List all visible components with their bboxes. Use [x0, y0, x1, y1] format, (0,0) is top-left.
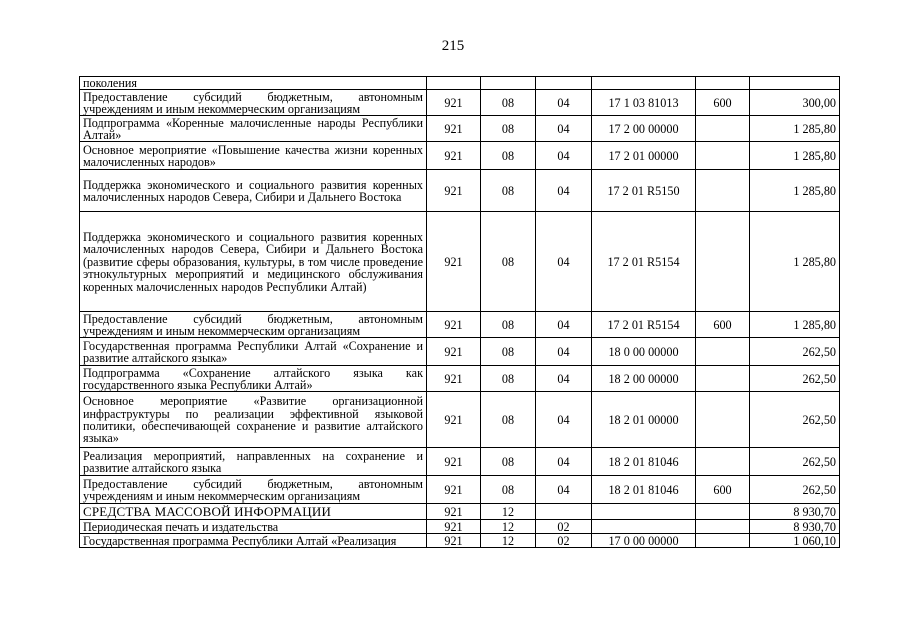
grbs-code-cell: 921: [427, 520, 481, 534]
table-row: [80, 504, 840, 520]
subsection-code-cell: 04: [536, 476, 592, 504]
expense-name-cell: Государственная программа Республики Алтай «Реализация: [80, 534, 427, 548]
expense-type-cell: [696, 366, 750, 392]
target-article-cell: 17 2 01 R5154: [592, 212, 696, 312]
section-code-cell: 08: [481, 338, 536, 366]
target-article-cell: 17 2 00 00000: [592, 116, 696, 142]
target-article-cell: 17 1 03 81013: [592, 90, 696, 116]
subsection-code-cell: 04: [536, 116, 592, 142]
target-article-cell: 17 2 01 R5150: [592, 170, 696, 212]
table-row: [80, 520, 840, 534]
amount-cell: 8 930,70: [750, 520, 840, 534]
expense-type-cell: [696, 116, 750, 142]
target-article-cell: 17 2 01 R5154: [592, 312, 696, 338]
grbs-code-cell: 921: [427, 448, 481, 476]
section-code-cell: 08: [481, 90, 536, 116]
amount-cell: 262,50: [750, 366, 840, 392]
expense-name-cell: СРЕДСТВА МАССОВОЙ ИНФОРМАЦИИ: [80, 504, 427, 520]
table-row: [80, 116, 840, 142]
target-article-cell: 18 2 01 81046: [592, 448, 696, 476]
expense-type-cell: [696, 77, 750, 90]
page-number: 215: [441, 38, 465, 54]
section-code-cell: 12: [481, 534, 536, 548]
amount-cell: 262,50: [750, 448, 840, 476]
expense-type-cell: [696, 448, 750, 476]
amount-cell: 1 285,80: [750, 170, 840, 212]
amount-cell: 262,50: [750, 392, 840, 448]
table-row: [80, 476, 840, 504]
subsection-code-cell: [536, 77, 592, 90]
subsection-code-cell: 04: [536, 366, 592, 392]
expense-name-cell: Поддержка экономического и социального развития коренных малочисленных народов Севера, Сибири и Дальнего Востока: [80, 170, 427, 212]
target-article-cell: 17 0 00 00000: [592, 534, 696, 548]
grbs-code-cell: [427, 77, 481, 90]
table-row: [80, 448, 840, 476]
table-row: [80, 142, 840, 170]
target-article-cell: 18 2 00 00000: [592, 366, 696, 392]
grbs-code-cell: 921: [427, 116, 481, 142]
table-row: [80, 90, 840, 116]
grbs-code-cell: 921: [427, 312, 481, 338]
section-code-cell: 08: [481, 170, 536, 212]
budget-table-body: [80, 77, 840, 548]
grbs-code-cell: 921: [427, 142, 481, 170]
budget-table: [79, 76, 840, 548]
table-row: [80, 77, 840, 90]
section-code-cell: 08: [481, 312, 536, 338]
amount-cell: 262,50: [750, 476, 840, 504]
amount-cell: 1 285,80: [750, 212, 840, 312]
expense-type-cell: 600: [696, 312, 750, 338]
target-article-cell: [592, 520, 696, 534]
target-article-cell: [592, 77, 696, 90]
grbs-code-cell: 921: [427, 90, 481, 116]
expense-name-cell: Основное мероприятие «Повышение качества жизни коренных малочисленных народов»: [80, 142, 427, 170]
grbs-code-cell: 921: [427, 338, 481, 366]
expense-name-cell: Предоставление субсидий бюджетным, автономным учреждениям и иным некоммерческим организациям: [80, 312, 427, 338]
subsection-code-cell: 04: [536, 448, 592, 476]
subsection-code-cell: 04: [536, 170, 592, 212]
target-article-cell: [592, 504, 696, 520]
section-code-cell: 08: [481, 366, 536, 392]
expense-type-cell: [696, 338, 750, 366]
expense-name-cell: Основное мероприятие «Развитие организационной инфраструктуры по реализации эффективной языковой политики, обеспечивающей сохранение и развитие алтайского языка»: [80, 392, 427, 448]
expense-type-cell: [696, 504, 750, 520]
subsection-code-cell: 04: [536, 312, 592, 338]
expense-type-cell: [696, 212, 750, 312]
expense-type-cell: [696, 142, 750, 170]
amount-cell: 262,50: [750, 338, 840, 366]
subsection-code-cell: 02: [536, 534, 592, 548]
target-article-cell: 18 2 01 00000: [592, 392, 696, 448]
expense-type-cell: [696, 534, 750, 548]
expense-type-cell: [696, 392, 750, 448]
section-code-cell: 12: [481, 504, 536, 520]
amount-cell: 8 930,70: [750, 504, 840, 520]
subsection-code-cell: 04: [536, 392, 592, 448]
amount-cell: 300,00: [750, 90, 840, 116]
section-code-cell: 08: [481, 142, 536, 170]
subsection-code-cell: [536, 504, 592, 520]
section-code-cell: 08: [481, 476, 536, 504]
section-code-cell: 08: [481, 448, 536, 476]
section-code-cell: 08: [481, 116, 536, 142]
target-article-cell: 17 2 01 00000: [592, 142, 696, 170]
target-article-cell: 18 0 00 00000: [592, 338, 696, 366]
table-row: [80, 392, 840, 448]
table-row: [80, 170, 840, 212]
subsection-code-cell: 04: [536, 90, 592, 116]
section-code-cell: 08: [481, 392, 536, 448]
table-row: [80, 212, 840, 312]
subsection-code-cell: 04: [536, 142, 592, 170]
subsection-code-cell: 02: [536, 520, 592, 534]
expense-type-cell: 600: [696, 90, 750, 116]
table-row: [80, 534, 840, 548]
table-row: [80, 312, 840, 338]
expense-name-cell: Предоставление субсидий бюджетным, автономным учреждениям и иным некоммерческим организациям: [80, 476, 427, 504]
amount-cell: 1 285,80: [750, 142, 840, 170]
expense-type-cell: [696, 170, 750, 212]
amount-cell: 1 060,10: [750, 534, 840, 548]
section-code-cell: 12: [481, 520, 536, 534]
grbs-code-cell: 921: [427, 366, 481, 392]
section-code-cell: [481, 77, 536, 90]
grbs-code-cell: 921: [427, 170, 481, 212]
expense-type-cell: 600: [696, 476, 750, 504]
grbs-code-cell: 921: [427, 476, 481, 504]
subsection-code-cell: 04: [536, 338, 592, 366]
grbs-code-cell: 921: [427, 504, 481, 520]
expense-type-cell: [696, 520, 750, 534]
expense-name-cell: Подпрограмма «Коренные малочисленные народы Республики Алтай»: [80, 116, 427, 142]
target-article-cell: 18 2 01 81046: [592, 476, 696, 504]
amount-cell: 1 285,80: [750, 312, 840, 338]
expense-name-cell: Реализация мероприятий, направленных на сохранение и развитие алтайского языка: [80, 448, 427, 476]
table-row: [80, 338, 840, 366]
expense-name-cell: Поддержка экономического и социального развития коренных малочисленных народов Севера, Сибири и Дальнего Востока (развитие сферы образования, культуры, в том числе проведение этнокультурных мероприятий и медицинского обслуживания коренных малочисленных народов Республики Алтай): [80, 212, 427, 312]
expense-name-cell: Периодическая печать и издательства: [80, 520, 427, 534]
grbs-code-cell: 921: [427, 534, 481, 548]
grbs-code-cell: 921: [427, 392, 481, 448]
expense-name-cell: Подпрограмма «Сохранение алтайского языка как государственного языка Республики Алтай»: [80, 366, 427, 392]
expense-name-cell: Государственная программа Республики Алтай «Сохранение и развитие алтайского языка»: [80, 338, 427, 366]
amount-cell: [750, 77, 840, 90]
amount-cell: 1 285,80: [750, 116, 840, 142]
expense-name-cell: поколения: [80, 77, 427, 90]
subsection-code-cell: 04: [536, 212, 592, 312]
grbs-code-cell: 921: [427, 212, 481, 312]
table-row: [80, 366, 840, 392]
expense-name-cell: Предоставление субсидий бюджетным, автономным учреждениям и иным некоммерческим организациям: [80, 90, 427, 116]
section-code-cell: 08: [481, 212, 536, 312]
